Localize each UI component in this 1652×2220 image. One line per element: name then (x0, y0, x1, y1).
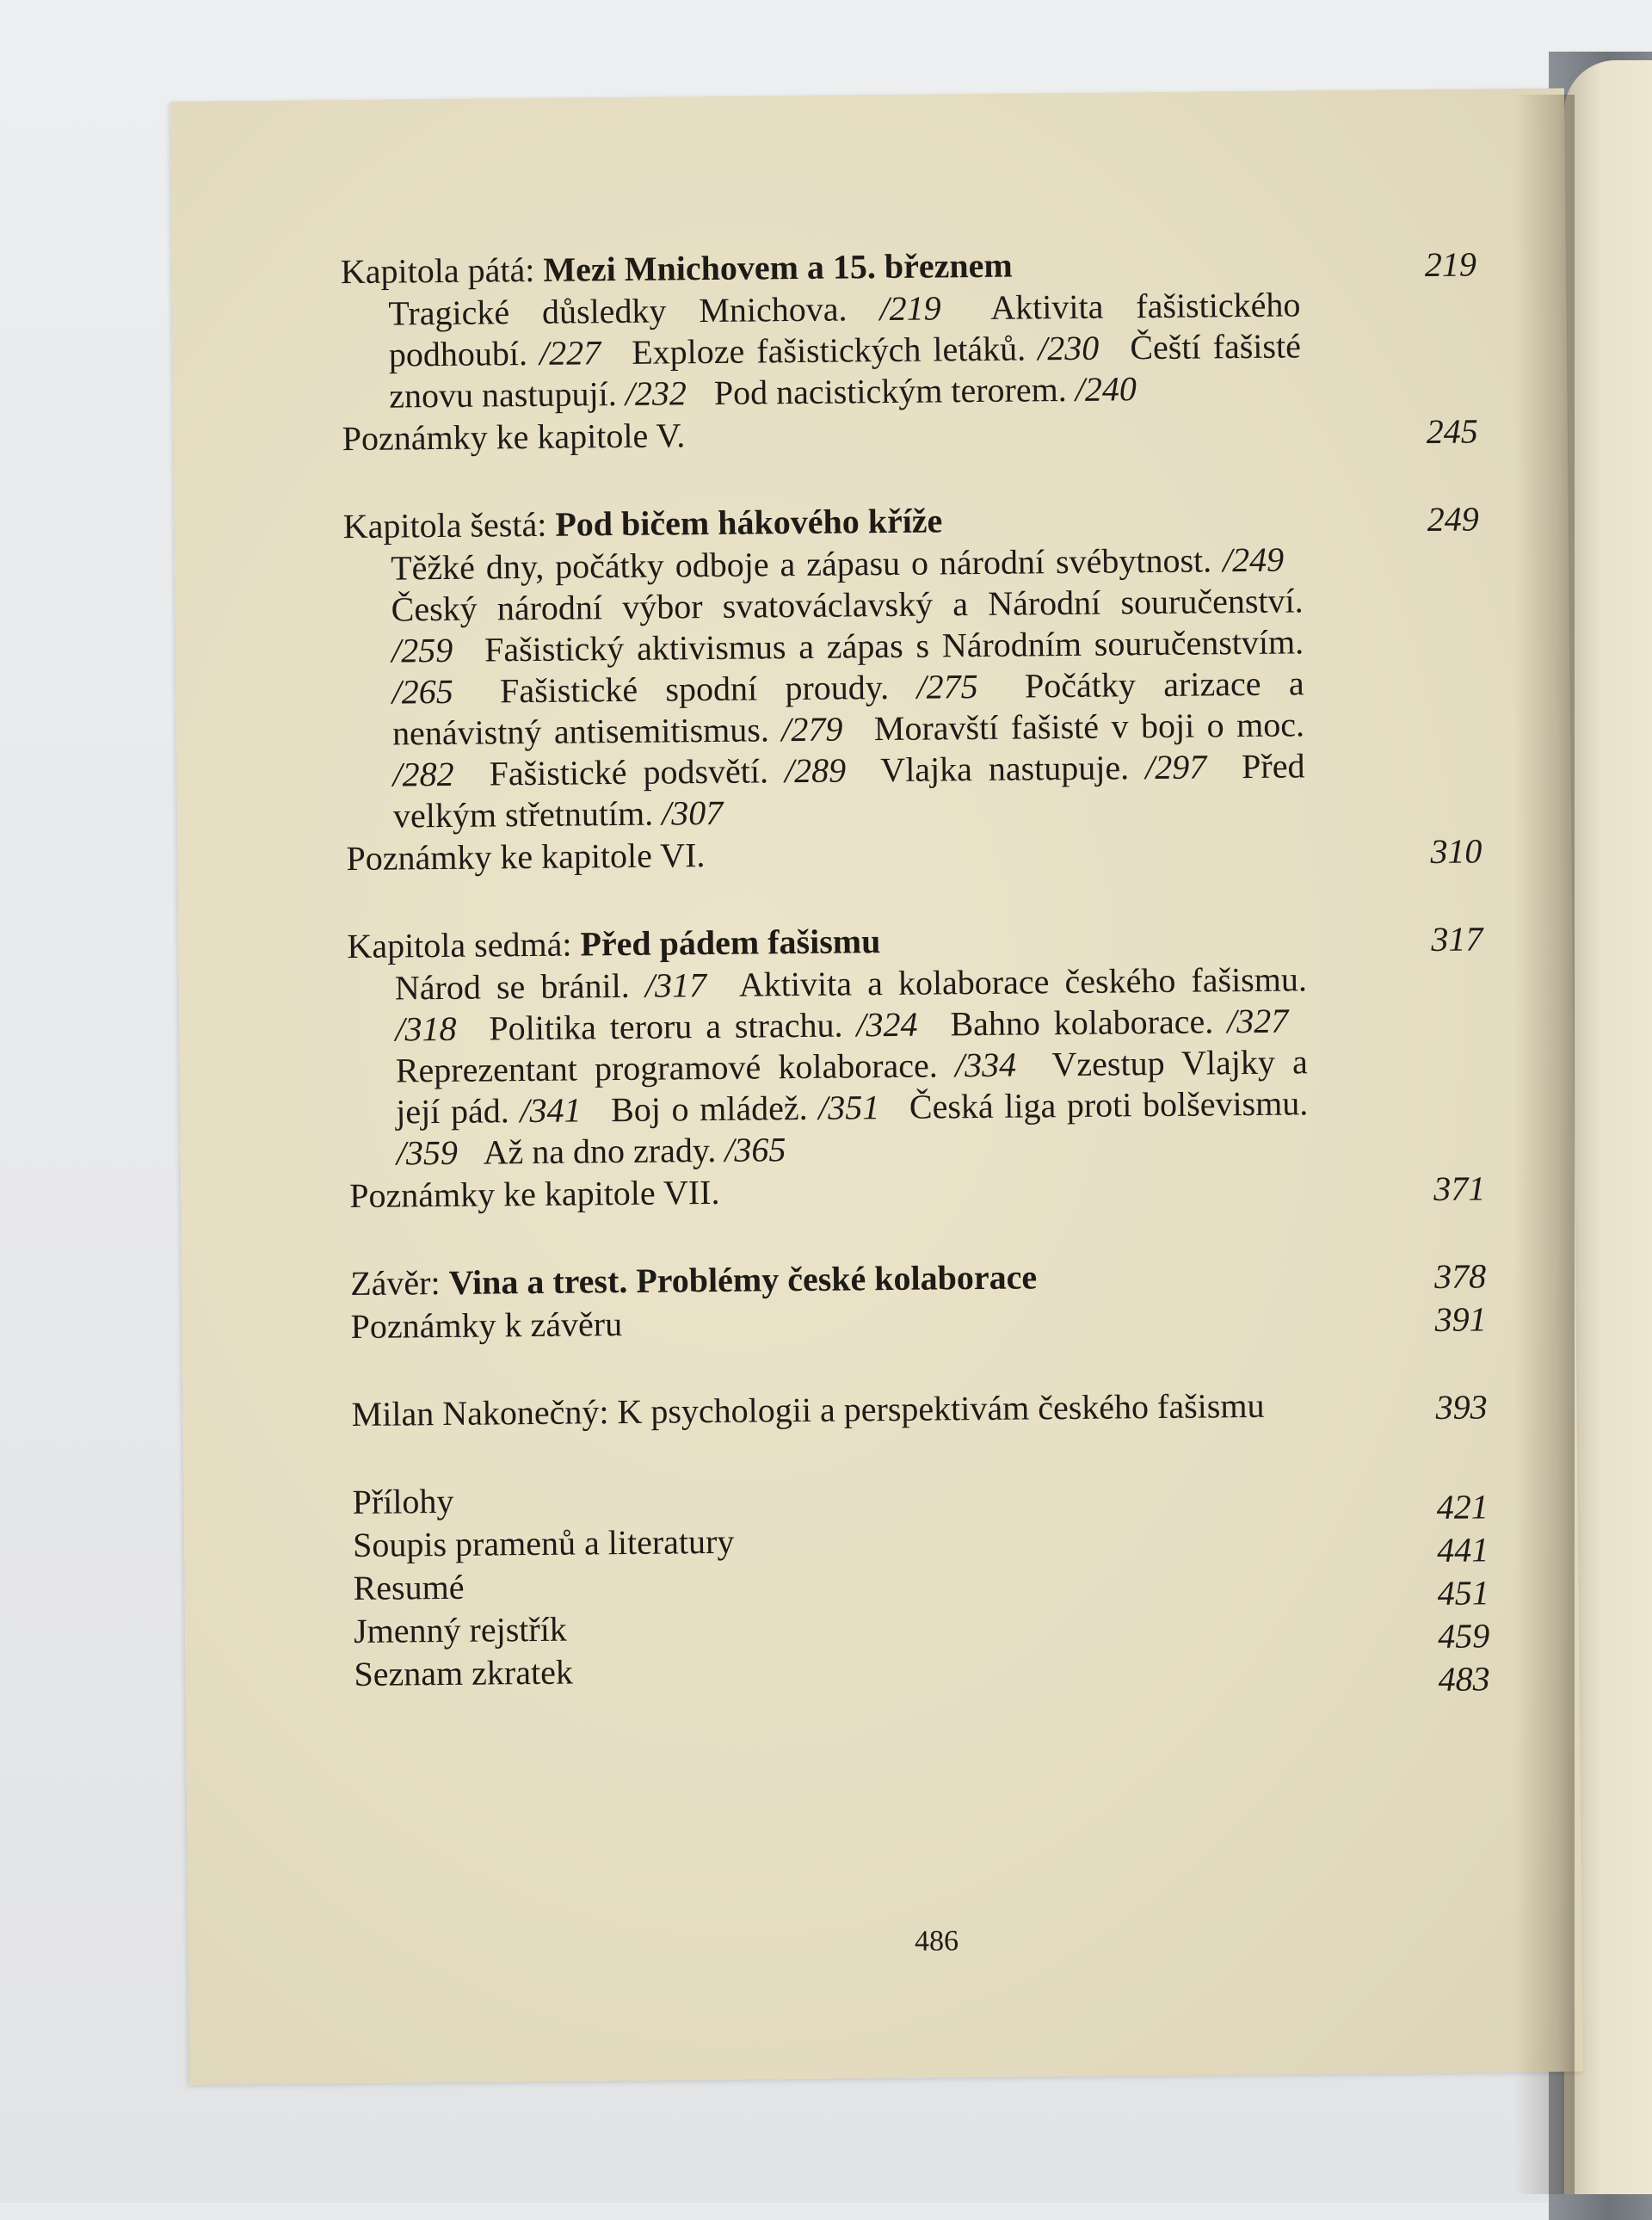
section-page: /324 (856, 1004, 918, 1045)
section-page: /275 (916, 667, 978, 706)
chapter-5-page: 219 (1424, 244, 1477, 285)
section-item (388, 288, 941, 332)
section-title: Reprezentant programové kolaborace. (395, 1045, 939, 1090)
section-title: Pod nacistickým terorem. (713, 370, 1067, 412)
section-title: Česká liga proti bolševismu. (909, 1083, 1309, 1126)
appendix-row (354, 1643, 1490, 1699)
chapter-6-page: 249 (1427, 499, 1479, 539)
chapter-7-entry (347, 915, 1486, 1218)
conclusion-notes-label: Poznámky k závěru (350, 1304, 623, 1347)
section-page: /219 (879, 288, 941, 329)
section-item (395, 965, 706, 1007)
chapter-5-title: Mezi Mnichovem a 15. březnem (543, 245, 1013, 289)
section-item (489, 751, 846, 793)
section-page: /318 (395, 1008, 457, 1049)
chapter-7-sections (395, 959, 1309, 1174)
appendix-label: Přílohy (352, 1481, 454, 1522)
section-title: Aktivita a kolaborace českého fašismu. (738, 959, 1308, 1004)
chapter-7-notes-page: 371 (1433, 1169, 1486, 1208)
chapter-5-entry (340, 240, 1478, 460)
section-item (611, 1088, 880, 1129)
section-page: /279 (781, 709, 843, 749)
section-title: Český národní výbor svatováclavský a Národní souručenství. (391, 581, 1304, 629)
section-title: Fašistické podsvětí. (489, 751, 769, 793)
section-page: /249 (1222, 540, 1285, 580)
section-page: /289 (784, 750, 847, 791)
appendix-page: 483 (1438, 1659, 1490, 1699)
conclusion-prefix: Závěr: (349, 1263, 441, 1304)
section-item (714, 369, 1137, 412)
appendix-label: Soupis pramenů a literatury (352, 1521, 735, 1565)
section-page: /240 (1075, 369, 1137, 409)
section-title: Bahno kolaborace. (950, 1002, 1214, 1044)
section-title: Fašistické spodní proudy. (499, 668, 890, 711)
section-item (489, 1005, 918, 1048)
section-item (880, 747, 1206, 789)
chapter-7-prefix: Kapitola sedmá: (347, 924, 572, 966)
section-title: Až na dno zrady. (483, 1130, 717, 1172)
section-title: Aktivita fašistického podhoubí. (388, 285, 1301, 374)
chapter-6-title: Pod bičem hákového kříže (555, 501, 943, 544)
chapter-6-entry (342, 495, 1482, 880)
section-item (632, 329, 1100, 372)
chapter-5-notes-page: 245 (1426, 411, 1478, 452)
section-page: /334 (954, 1045, 1017, 1085)
section-page: /232 (625, 373, 687, 413)
table-of-contents (340, 240, 1490, 1699)
appendix-label: Jmenný rejstřík (353, 1609, 568, 1651)
chapter-5-prefix: Kapitola pátá: (340, 250, 535, 292)
conclusion-notes-page: 391 (1434, 1299, 1487, 1339)
conclusion-entry (349, 1252, 1487, 1348)
section-page: /230 (1037, 328, 1100, 368)
section-title: Národ se bránil. (394, 965, 630, 1008)
section-page: /227 (539, 333, 601, 373)
chapter-6-sections (391, 539, 1305, 836)
appendix-page: 451 (1437, 1573, 1489, 1613)
appendix-label: Resumé (353, 1567, 465, 1608)
section-title: Čeští fašisté znovu nastupují. (389, 326, 1302, 416)
section-title: Vzestup Vlajky a její pád. (396, 1042, 1309, 1132)
section-item (396, 1045, 1017, 1090)
chapter-6-notes-label: Poznámky ke kapitole VI. (346, 836, 706, 879)
section-page: /351 (817, 1088, 880, 1127)
essay-label: Milan Nakonečný: K psychologii a perspektivám českého fašismu (351, 1385, 1265, 1434)
essay-page: 393 (1435, 1387, 1488, 1427)
section-page: /359 (396, 1132, 459, 1173)
chapter-6-prefix: Kapitola šestá: (342, 504, 547, 546)
appendix-page: 421 (1436, 1487, 1489, 1526)
section-item (483, 1130, 786, 1171)
section-title: Politika teroru a strachu. (489, 1005, 843, 1048)
section-page: /341 (520, 1090, 582, 1131)
appendix-label: Seznam zkratek (354, 1652, 574, 1694)
chapter-7-notes-label: Poznámky ke kapitole VII. (348, 1172, 720, 1216)
section-title: Počátky arizace a nenávistný antisemitismus. (391, 663, 1304, 753)
section-page: /317 (644, 965, 707, 1005)
chapter-5-sections (388, 284, 1301, 416)
section-page: /297 (1144, 747, 1207, 787)
section-title: Exploze fašistických letáků. (631, 329, 1026, 372)
section-item (500, 667, 978, 710)
section-title: Moravští fašisté v boji o moc. (873, 705, 1305, 749)
page-number: 486 (914, 1925, 959, 1958)
chapter-7-title: Před pádem fašismu (580, 922, 881, 964)
appendix-list (352, 1471, 1490, 1699)
section-page: /365 (724, 1130, 786, 1169)
section-item (391, 540, 1284, 588)
conclusion-title: Vina a trest. Problémy české kolaborace (448, 1257, 1038, 1302)
conclusion-page: 378 (1433, 1256, 1487, 1296)
chapter-5-notes-label: Poznámky ke kapitole V. (342, 416, 686, 459)
section-page: /282 (392, 754, 454, 794)
book-page (170, 88, 1583, 2084)
section-item (950, 1002, 1288, 1044)
section-title: Před velkým střetnutím. (392, 746, 1305, 836)
chapter-6-notes-page: 310 (1430, 831, 1482, 871)
section-title: Těžké dny, počátky odboje a zápasu o národní svébytnost. (390, 540, 1212, 588)
section-title: Boj o mládež. (610, 1088, 808, 1130)
section-title: Vlajka nastupuje. (880, 748, 1130, 790)
section-page: /259 (391, 630, 453, 670)
appendix-page: 441 (1437, 1530, 1489, 1569)
section-page: /327 (1226, 1001, 1289, 1041)
appendix-page: 459 (1437, 1616, 1490, 1656)
section-page: /307 (661, 792, 724, 833)
section-page: /265 (391, 671, 453, 712)
section-title: Fašistický aktivismus a zápas s Národním souručenstvím. (484, 622, 1304, 669)
chapter-7-page: 317 (1431, 919, 1483, 959)
section-title: Tragické důsledky Mnichova. (388, 289, 848, 333)
gutter-shadow (1514, 95, 1575, 2194)
